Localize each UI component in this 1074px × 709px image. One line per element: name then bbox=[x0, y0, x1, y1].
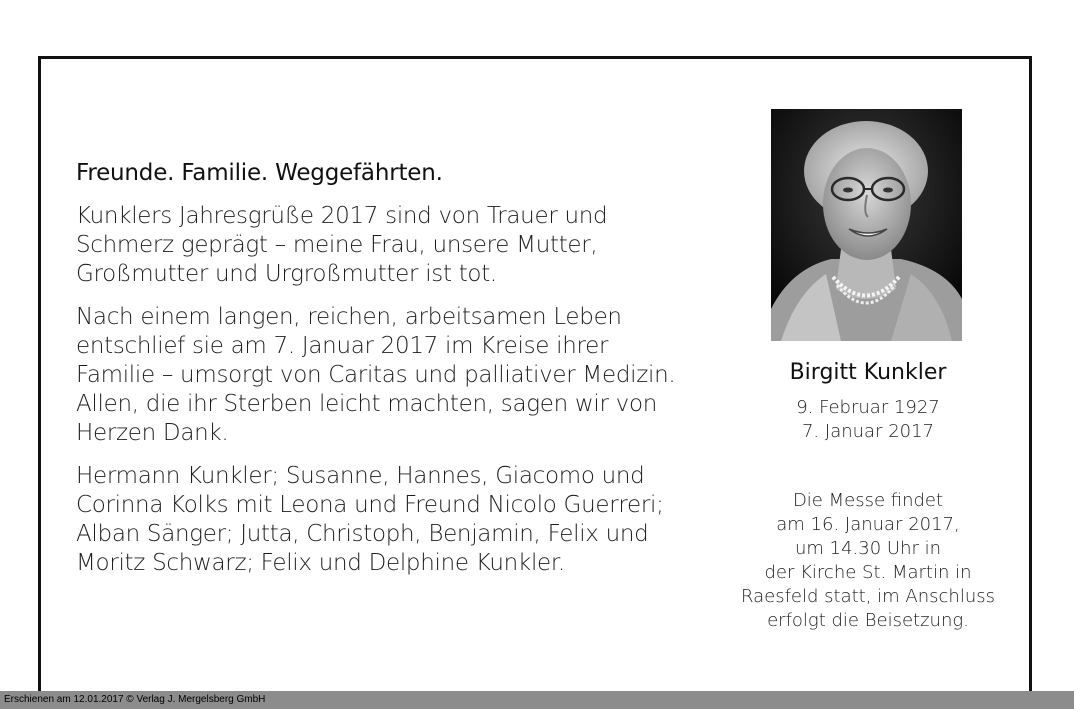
portrait-photo bbox=[771, 109, 962, 341]
notice-text-block bbox=[76, 160, 716, 592]
notice-heading: Freunde. Familie. Weggefährten. bbox=[76, 160, 443, 186]
deceased-dates: 9. Februar 1927 7. Januar 2017 bbox=[796, 397, 940, 442]
notice-paragraph-2: Nach einem langen, reichen, arbeitsamen Leben entschlief sie am 7. Januar 2017 im Kreise ihrer Familie – umsorgt von Caritas und palliativer Medizin. Allen, die ihr Sterben leicht machten, sagen wir von Herzen Dank. bbox=[76, 304, 676, 446]
mass-info: Die Messe findet am 16. Januar 2017, um 14.30 Uhr in der Kirche St. Martin in Raesfeld statt, im Anschluss erfolgt die Beisetzung. bbox=[740, 490, 995, 631]
footer-text: Erschienen am 12.01.2017 © Verlag J. Mergelsberg GmbH bbox=[4, 694, 266, 705]
publication-footer bbox=[0, 691, 1074, 709]
notice-paragraph-3: Hermann Kunkler; Susanne, Hannes, Giacomo und Corinna Kolks mit Leona und Freund Nicolo Guerreri; Alban Sänger; Jutta, Christoph, Benjamin, Felix und Moritz Schwarz; Felix und Delphine Kunkler. bbox=[76, 463, 664, 576]
notice-paragraph-1: Kunklers Jahresgrüße 2017 sind von Trauer und Schmerz geprägt – meine Frau, unsere Mutter, Großmutter und Urgroßmutter ist tot. bbox=[76, 203, 608, 287]
deceased-name: Birgitt Kunkler bbox=[789, 360, 947, 385]
